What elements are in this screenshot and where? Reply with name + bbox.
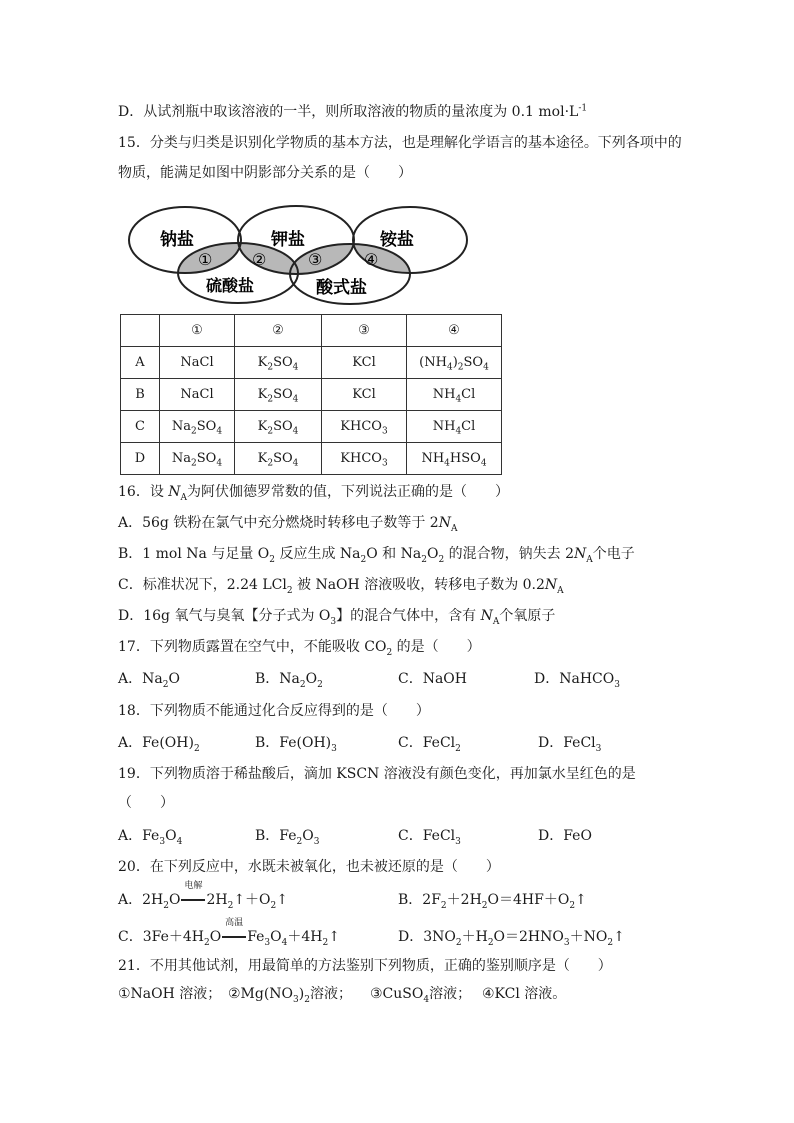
- sub: 2: [607, 937, 614, 948]
- q21-i2c: 溶液；: [309, 986, 352, 1002]
- q15-options-table: [120, 314, 502, 475]
- sub: 3: [293, 994, 299, 1005]
- q16-b-text3: O 和 Na: [366, 546, 422, 562]
- table-row: [121, 379, 502, 411]
- sub: 2: [487, 937, 494, 948]
- q19-b-text2: O: [302, 828, 314, 844]
- label-ammonium-salt: 铵盐: [380, 230, 414, 250]
- q20-b-t4: ↑: [575, 892, 587, 908]
- q16-b-text5: 的混合物，钠失去 2: [444, 546, 574, 562]
- q20-d-t5: ↑: [613, 929, 625, 945]
- formula-subscript: 4: [480, 458, 487, 469]
- q20-c-post1: Fe: [247, 929, 265, 945]
- q19-option-a: A．$Fe_3O_4$: [118, 828, 183, 847]
- sub: 2: [317, 679, 323, 690]
- formula-part: NaCl: [180, 355, 214, 370]
- formula-subscript: 4: [483, 362, 489, 373]
- q21-i2a: ②Mg(NO: [228, 986, 294, 1002]
- header-cell: [121, 315, 160, 347]
- formula-part: SO: [273, 387, 293, 402]
- q20-a-post2: ↑＋O: [233, 892, 271, 908]
- sub: 2: [162, 679, 169, 690]
- q17-d-text: D．NaHCO: [534, 671, 615, 687]
- reaction-condition-high-temp: [221, 918, 247, 947]
- row-label: B: [121, 379, 160, 411]
- q19-a-text2: O: [165, 828, 177, 844]
- formula-part: SO: [273, 419, 293, 434]
- q16-b-text4: O: [426, 546, 439, 562]
- sub: 2: [455, 743, 461, 754]
- table-cell: [235, 411, 322, 443]
- q20-c-o: O: [209, 929, 222, 945]
- q20-option-c: C．$3Fe+4H_2O$ 高温 $Fe_3O_4+4H_2↑$: [118, 918, 340, 948]
- q19-a-text: A．Fe: [118, 828, 160, 844]
- sub: 3: [331, 743, 337, 754]
- q15-stem-line1: 15．分类与归类是识别化学物质的基本方法，也是理解化学语言的基本途径。下列各项中的: [118, 135, 682, 151]
- table-cell: [160, 347, 235, 379]
- formula-part: KHCO: [340, 419, 382, 434]
- na-symbol: N: [438, 515, 451, 531]
- q20-stem: 20．在下列反应中，水既未被氧化，也未被还原的是（ ）: [118, 859, 500, 875]
- q16-b-text2: 反应生成 Na: [275, 546, 361, 562]
- q17-b-text2: O: [305, 671, 318, 687]
- q20-d-t4: ＋NO: [569, 929, 608, 945]
- region-label-4: ④: [364, 250, 379, 269]
- region-label-2: ②: [252, 250, 267, 269]
- na-symbol: N: [480, 608, 493, 624]
- sub: 2: [421, 554, 427, 565]
- sub: 2: [569, 900, 576, 911]
- sub: 2: [270, 900, 277, 911]
- formula-part: NH: [432, 419, 456, 434]
- table-cell: [407, 379, 502, 411]
- q16-stem-b: 为阿伏伽德罗常数的值，下列说法正确的是（ ）: [187, 484, 510, 500]
- q14-option-d: [118, 102, 587, 122]
- label-sodium-salt: 钠盐: [160, 230, 194, 250]
- q18-d-text: D．FeCl: [538, 735, 596, 751]
- na-symbol: N: [544, 577, 558, 593]
- region-label-3: ③: [308, 250, 323, 269]
- q21-item-4: ④KCl 溶液。: [482, 986, 567, 1002]
- formula-subscript: 4: [455, 426, 462, 437]
- q20-b-t3: O＝4HF＋O: [487, 892, 570, 908]
- table-row: [121, 443, 502, 475]
- sub: 3: [313, 836, 320, 847]
- row-label: C: [121, 411, 160, 443]
- na-symbol: N: [573, 546, 587, 562]
- sub: 3: [455, 836, 461, 847]
- table-cell: [407, 443, 502, 475]
- header-cell: ③: [322, 315, 407, 347]
- formula-subscript: 2: [191, 458, 197, 469]
- q14-option-d-text: D．从试剂瓶中取该溶液的一半，则所取溶液的物质的量浓度为 0.1 mol·L: [118, 104, 579, 120]
- q19-stem: 19．下列物质溶于稀盐酸后，滴加 KSCN 溶液没有颜色变化，再加氯水呈红色的是: [118, 766, 636, 782]
- formula-part: K: [257, 355, 268, 370]
- q20-option-d: [398, 927, 625, 947]
- q16-option-c: [118, 575, 564, 595]
- q17-stem: [118, 637, 481, 657]
- formula-subscript: 3: [381, 458, 388, 469]
- q18-stem: 18．下列物质不能通过化合反应得到的是（ ）: [118, 703, 430, 719]
- formula-subscript: 4: [292, 458, 299, 469]
- sub: 3: [614, 679, 620, 690]
- sub: 3: [159, 836, 166, 847]
- q20-b-t1: B．2F: [398, 892, 441, 908]
- q16-stem: [118, 482, 509, 502]
- sub: 2: [438, 554, 445, 565]
- formula-subscript: 4: [292, 362, 299, 373]
- formula-part: Na: [171, 451, 192, 466]
- formula-subscript: 4: [216, 426, 223, 437]
- sub: 2: [193, 743, 200, 754]
- q18-option-a: [118, 733, 200, 753]
- header-cell: ④: [407, 315, 502, 347]
- sub: 2: [163, 900, 169, 911]
- unit-superscript: -1: [578, 103, 588, 114]
- q21-i3b: 溶液；: [429, 986, 472, 1002]
- cond-text: 高温: [225, 918, 244, 928]
- q21-item-2: [228, 984, 352, 1004]
- q16-a-text: A．56g 铁粉在氯气中充分燃烧时转移电子数等于 2: [118, 515, 439, 531]
- q21-i2b: ): [298, 986, 305, 1002]
- q17-stem-b: 的是（ ）: [392, 639, 481, 655]
- formula-subscript: 2: [457, 362, 464, 373]
- q18-option-c: [398, 733, 461, 753]
- formula-part: SO: [273, 355, 293, 370]
- q19-option-c: [398, 826, 461, 846]
- table-row: [121, 411, 502, 443]
- sub: 2: [481, 900, 488, 911]
- q19-option-b: [255, 826, 319, 846]
- q18-b-text: B．Fe(OH): [255, 735, 332, 751]
- q17-stem-a: 17．下列物质露置在空气中，不能吸收 CO: [118, 639, 387, 655]
- formula-part: K: [257, 451, 268, 466]
- formula-subscript: 4: [292, 394, 299, 405]
- formula-subscript: 2: [267, 458, 274, 469]
- formula-subscript: 4: [444, 458, 450, 469]
- q20-c-post4: ↑: [328, 929, 340, 945]
- formula-part: NH: [432, 387, 456, 402]
- sub: 2: [455, 937, 462, 948]
- formula-part: SO: [196, 451, 217, 466]
- q20-c-post2: O: [270, 929, 282, 945]
- label-potassium-salt: 钾盐: [271, 230, 305, 250]
- q17-option-a: [118, 669, 180, 689]
- row-label: A: [121, 347, 160, 379]
- formula-subscript: 4: [455, 394, 462, 405]
- q16-d-text1: D．16g 氧气与臭氧【分子式为 O: [118, 608, 331, 624]
- table-header-row: [121, 315, 502, 347]
- formula-subscript: 2: [191, 426, 197, 437]
- table-row: [121, 347, 502, 379]
- q21-item-1: ①NaOH 溶液；: [118, 986, 222, 1002]
- q19-b-text: B．Fe: [255, 828, 297, 844]
- formula-part: KHCO: [340, 451, 382, 466]
- q16-d-text2: 】的混合气体中，含有: [336, 608, 481, 624]
- q20-c-post3: ＋4H: [287, 929, 323, 945]
- formula-part: KCl: [352, 387, 376, 402]
- formula-part: HSO: [449, 451, 481, 466]
- formula-part: NH: [421, 451, 445, 466]
- formula-part: SO: [463, 355, 484, 370]
- q21-stem: 21．不用其他试剂，用最简单的方法鉴别下列物质，正确的鉴别顺序是（ ）: [118, 958, 612, 974]
- table-cell: [322, 347, 407, 379]
- q21-item-3: ③CuSO$_4$溶液；: [370, 986, 472, 1005]
- q21-i3a: ③CuSO: [370, 986, 424, 1002]
- sub: 2: [440, 900, 447, 911]
- q16-option-a: [118, 513, 457, 533]
- formula-subscript: 3: [381, 426, 388, 437]
- sub: 2: [360, 554, 367, 565]
- sub: 2: [227, 900, 234, 911]
- q20-a-post3: ↑: [276, 892, 288, 908]
- formula-part: ): [452, 355, 458, 370]
- table-cell: [322, 411, 407, 443]
- q17-option-b: [255, 669, 323, 689]
- table-cell: [407, 411, 502, 443]
- row-label: D: [121, 443, 160, 475]
- q18-c-text: C．FeCl: [398, 735, 456, 751]
- q20-d-t2: ＋H: [461, 929, 488, 945]
- table-cell: [160, 443, 235, 475]
- formula-part: K: [257, 387, 268, 402]
- q19-c-text: C．FeCl: [398, 828, 456, 844]
- na-sub: A: [450, 523, 458, 534]
- sub: 2: [286, 585, 293, 596]
- sub: 3: [563, 937, 570, 948]
- formula-part: Na: [171, 419, 192, 434]
- formula-subscript: 2: [267, 394, 274, 405]
- na-sub: A: [180, 492, 188, 503]
- header-cell: ②: [235, 315, 322, 347]
- sub: 2: [386, 647, 393, 658]
- sub: 2: [203, 937, 210, 948]
- table-cell: [322, 443, 407, 475]
- region-label-1: ①: [198, 250, 213, 269]
- sub: 3: [264, 937, 271, 948]
- q17-b-text: B．Na: [255, 671, 300, 687]
- formula-part: Cl: [461, 419, 476, 434]
- q20-d-t3: O＝2HNO: [493, 929, 564, 945]
- q19-paren: （ ）: [118, 795, 174, 811]
- na-sub: A: [586, 554, 593, 565]
- q16-c-text2: 被 NaOH 溶液吸收，转移电子数为 0.2: [292, 577, 545, 593]
- sub: 2: [299, 679, 306, 690]
- na-symbol: N: [168, 484, 181, 500]
- q20-a-o: O: [168, 892, 181, 908]
- sub: 2: [269, 554, 275, 565]
- formula-part: NaCl: [180, 387, 214, 402]
- sub: 2: [296, 836, 303, 847]
- q20-c-pre: C．3Fe＋4H: [118, 929, 204, 945]
- formula-part: KCl: [352, 355, 376, 370]
- reaction-condition-electrolysis: [180, 881, 206, 910]
- venn-diagram: [128, 203, 473, 307]
- q16-c-text1: C．标准状况下，2.24 LCl: [118, 577, 287, 593]
- q19-option-d: [538, 826, 592, 846]
- sub: 3: [330, 616, 337, 627]
- q19-d-text: D．FeO: [538, 828, 592, 844]
- table-cell: [235, 379, 322, 411]
- label-acid-salt: 酸式盐: [316, 278, 367, 298]
- q18-option-d: [538, 733, 601, 753]
- formula-subscript: 4: [446, 362, 453, 373]
- q16-option-d: [118, 606, 555, 626]
- table-cell: [235, 347, 322, 379]
- q16-option-b: [118, 544, 635, 564]
- formula-subscript: 4: [292, 426, 299, 437]
- q20-option-a: [118, 881, 288, 911]
- q18-option-b: [255, 733, 337, 753]
- q16-b-text1: B．1 mol Na 与足量 O: [118, 546, 270, 562]
- q17-option-d: [534, 669, 620, 689]
- sub: 2: [322, 937, 329, 948]
- formula-part: SO: [196, 419, 217, 434]
- q20-a-pre: A．2H: [118, 892, 164, 908]
- q20-b-t2: ＋2H: [446, 892, 482, 908]
- q17-a-text2: O: [168, 671, 180, 687]
- header-cell: ①: [160, 315, 235, 347]
- sub: 2: [304, 994, 310, 1005]
- formula-subscript: 2: [267, 362, 274, 373]
- q20-option-b: [398, 890, 587, 910]
- na-sub: A: [492, 616, 500, 627]
- q17-option-c: [398, 669, 467, 689]
- q16-b-text6: 个电子: [592, 546, 635, 562]
- table-cell: [160, 411, 235, 443]
- q17-c-text: C．NaOH: [398, 671, 467, 687]
- table-cell: [160, 379, 235, 411]
- table-cell: [407, 347, 502, 379]
- q20-d-t1: D．3NO: [398, 929, 456, 945]
- q16-d-text3: 个氧原子: [499, 608, 556, 624]
- formula-subscript: 2: [267, 426, 274, 437]
- formula-part: K: [257, 419, 268, 434]
- table-cell: [322, 379, 407, 411]
- q17-a-text: A．Na: [118, 671, 163, 687]
- table-cell: [235, 443, 322, 475]
- formula-part: (NH: [419, 355, 447, 370]
- sub: 3: [595, 743, 602, 754]
- formula-part: Cl: [461, 387, 476, 402]
- cond-text: 电解: [184, 881, 203, 891]
- q20-a-post1: 2H: [206, 892, 228, 908]
- q16-stem-a: 16．设: [118, 484, 169, 500]
- q15-stem-line2: 物质，能满足如图中阴影部分关系的是（ ）: [118, 165, 412, 181]
- formula-part: SO: [273, 451, 293, 466]
- formula-subscript: 4: [216, 458, 223, 469]
- q18-a-text: A．Fe(OH): [118, 735, 194, 751]
- na-sub: A: [557, 585, 564, 596]
- label-sulfate: 硫酸盐: [206, 276, 255, 295]
